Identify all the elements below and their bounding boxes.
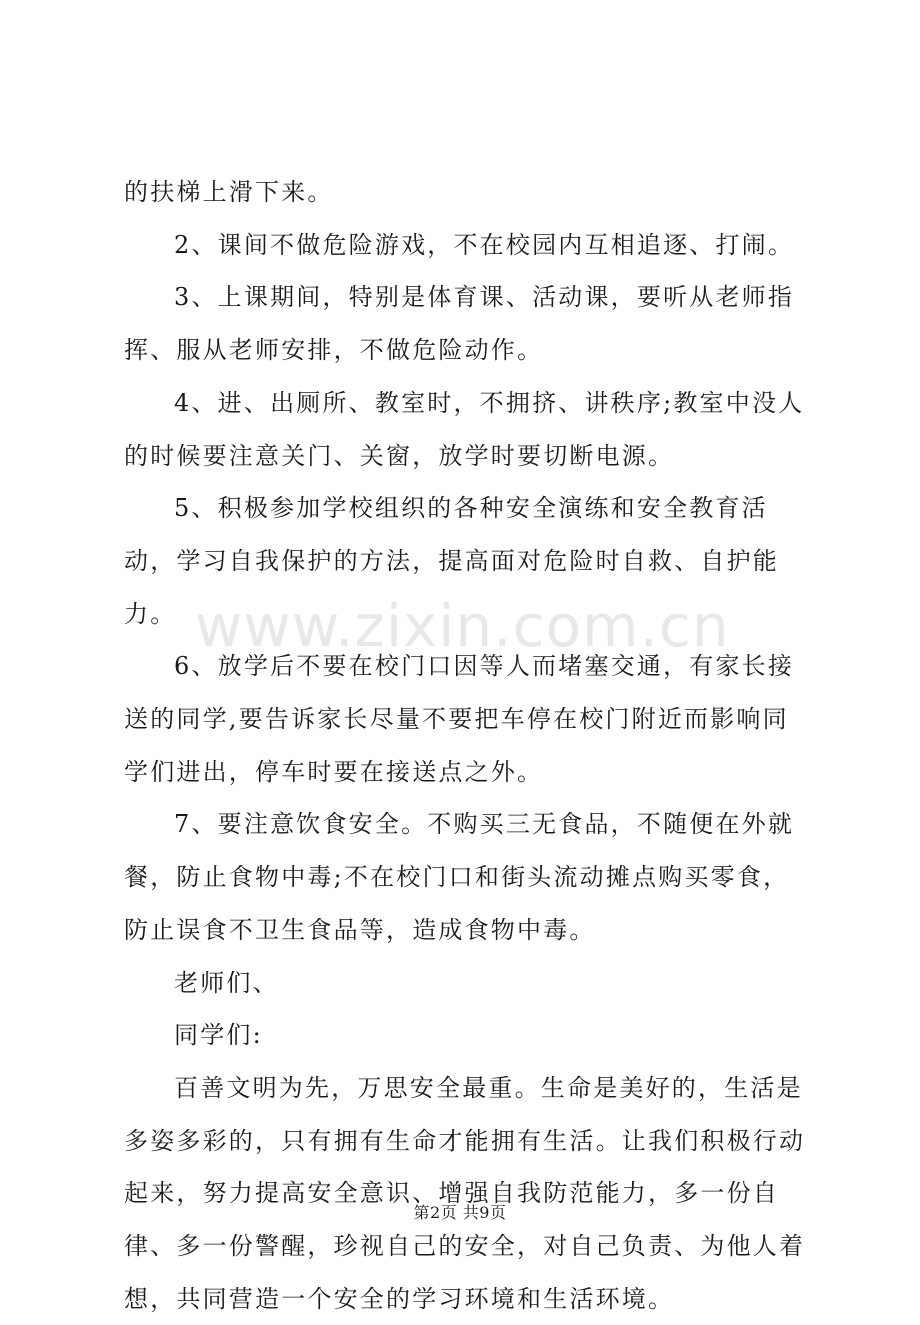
paragraph: 5、积极参加学校组织的各种安全演练和安全教育活动，学习自我保护的方法，提高面对危险时自救、自护能力。 (124, 494, 779, 628)
document-body (124, 166, 814, 1325)
paragraph: 7、要注意饮食安全。不购买三无食品，不随便在外就餐，防止食物中毒;不在校门口和街头流动摊点购买零食，防止误食不卫生食品等，造成食物中毒。 (124, 810, 795, 944)
watermark: www.zixin.com.cn (195, 592, 730, 660)
paragraph: 的扶梯上滑下来。 (124, 178, 334, 206)
paragraph: 同学们: (174, 1021, 263, 1050)
paragraph: 百善文明为先，万思安全最重。生命是美好的，生活是多姿多彩的，只有拥有生命才能拥有生活。让我们积极行动起来，努力提高安全意识、增强自我防范能力，多一份自律、多一份警醒，珍视自己的安全，对自己负责、为他人着想，共同营造一个安全的学习环境和生活环境。 (124, 1073, 806, 1313)
paragraph: 3、上课期间，特别是体育课、活动课，要听从老师指挥、服从老师安排，不做危险动作。 (124, 283, 795, 365)
paragraph: 6、放学后不要在校门口因等人而堵塞交通，有家长接送的同学,要告诉家长尽量不要把车停在校门附近而影响同学们进出，停车时要在接送点之外。 (124, 652, 795, 786)
paragraph: 2、课间不做危险游戏，不在校园内互相追逐、打闹。 (174, 230, 795, 259)
paragraph: 老师们、 (174, 968, 279, 997)
page-number-footer: 第2页 共9页 (413, 1203, 507, 1222)
paragraph: 4、进、出厕所、教室时，不拥挤、讲秩序;教室中没人的时候要注意关门、关窗，放学时要切断电源。 (124, 388, 805, 470)
